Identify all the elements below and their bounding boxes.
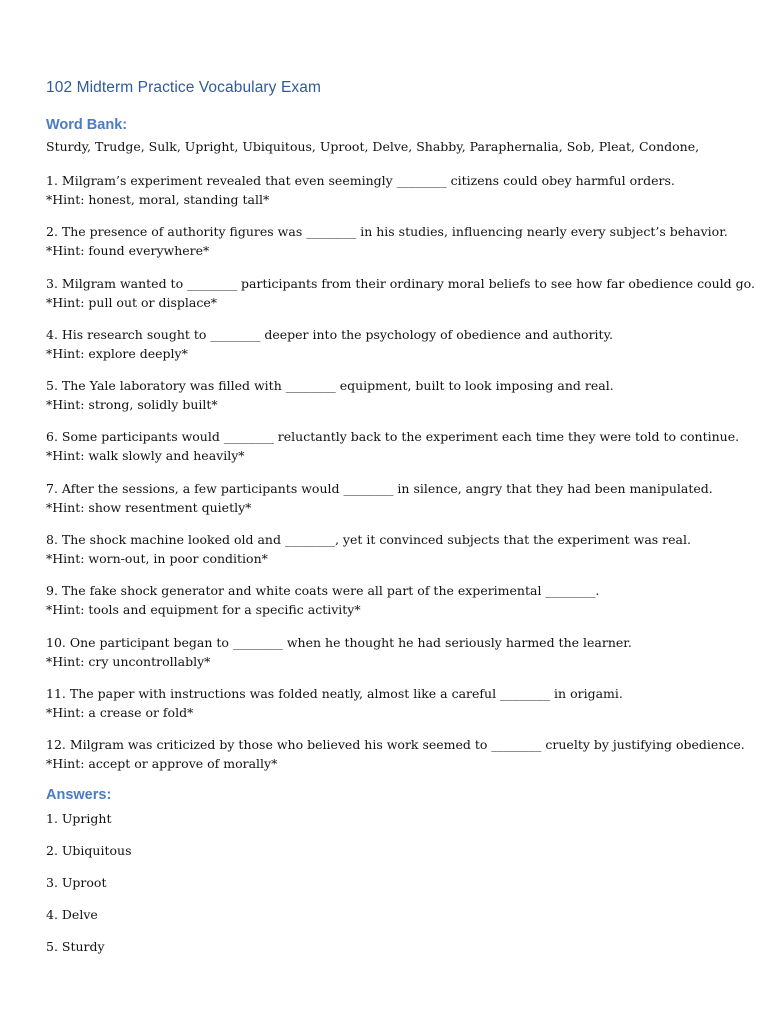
word-bank-heading: Word Bank: (46, 117, 128, 133)
question-text: 4. His research sought to ________ deeper into the psychology of obedience and authority. (46, 326, 613, 342)
question-hint: *Hint: show resentment quietly* (46, 499, 252, 515)
question-1 (46, 171, 746, 222)
question-hint: *Hint: strong, solidly built* (46, 397, 218, 413)
question-text: 8. The shock machine looked old and ________, yet it convinced subjects that the experiment was real. (46, 532, 691, 548)
question-3 (46, 274, 755, 325)
question-list (46, 171, 755, 787)
question-text: 2. The presence of authority figures was ________ in his studies, influencing nearly every subject’s behavior. (46, 224, 728, 240)
question-7 (46, 479, 746, 530)
question-hint: *Hint: found everywhere* (46, 243, 210, 259)
answer-item: 4. Delve (46, 907, 98, 922)
question-text: 1. Milgram’s experiment revealed that even seemingly ________ citizens could obey harmful orders. (46, 173, 675, 188)
question-4 (46, 325, 746, 376)
question-hint: *Hint: walk slowly and heavily* (46, 448, 245, 464)
question-text: 7. After the sessions, a few participants would ________ in silence, angry that they had been manipulated. (46, 480, 713, 496)
question-5 (46, 376, 746, 427)
question-10 (46, 633, 746, 684)
question-9 (46, 581, 746, 632)
page-title: 102 Midterm Practice Vocabulary Exam (46, 79, 321, 96)
question-11 (46, 684, 746, 735)
question-hint: *Hint: worn-out, in poor condition* (46, 551, 268, 567)
question-text: 6. Some participants would ________ reluctantly back to the experiment each time they were told to continue. (46, 429, 740, 445)
question-12 (46, 735, 746, 786)
question-6 (46, 427, 746, 478)
question-8 (46, 530, 746, 581)
question-hint: *Hint: explore deeply* (46, 345, 188, 361)
answers-heading: Answers: (46, 787, 112, 803)
question-hint: *Hint: tools and equipment for a specific activity* (46, 602, 361, 618)
answer-item: 3. Uproot (46, 875, 107, 890)
question-text: 9. The fake shock generator and white coats were all part of the experimental ________. (46, 583, 600, 599)
question-hint: *Hint: pull out or displace* (46, 294, 217, 310)
question-2 (46, 222, 746, 273)
question-text: 3. Milgram wanted to ________ participants from their ordinary moral beliefs to see how far obedience could go. (46, 275, 755, 291)
question-text: 10. One participant began to ________ when he thought he had seriously harmed the learner. (46, 634, 632, 650)
question-hint: *Hint: a crease or fold* (46, 704, 194, 720)
question-hint: *Hint: honest, moral, standing tall* (46, 192, 270, 207)
question-hint: *Hint: accept or approve of morally* (46, 756, 278, 772)
question-text: 12. Milgram was criticized by those who believed his work seemed to ________ cruelty by justifying obedience. (46, 737, 745, 753)
word-bank-list: Sturdy, Trudge, Sulk, Upright, Ubiquitous, Uproot, Delve, Shabby, Paraphernalia, Sob, Pleat, Condone, (46, 139, 700, 154)
answer-item: 2. Ubiquitous (46, 843, 132, 858)
answer-list (46, 809, 132, 969)
answer-item: 1. Upright (46, 811, 112, 826)
question-text: 5. The Yale laboratory was filled with ________ equipment, built to look imposing and real. (46, 378, 614, 394)
question-hint: *Hint: cry uncontrollably* (46, 653, 211, 669)
question-text: 11. The paper with instructions was folded neatly, almost like a careful ________ in origami. (46, 685, 623, 701)
answer-item: 5. Sturdy (46, 939, 105, 954)
